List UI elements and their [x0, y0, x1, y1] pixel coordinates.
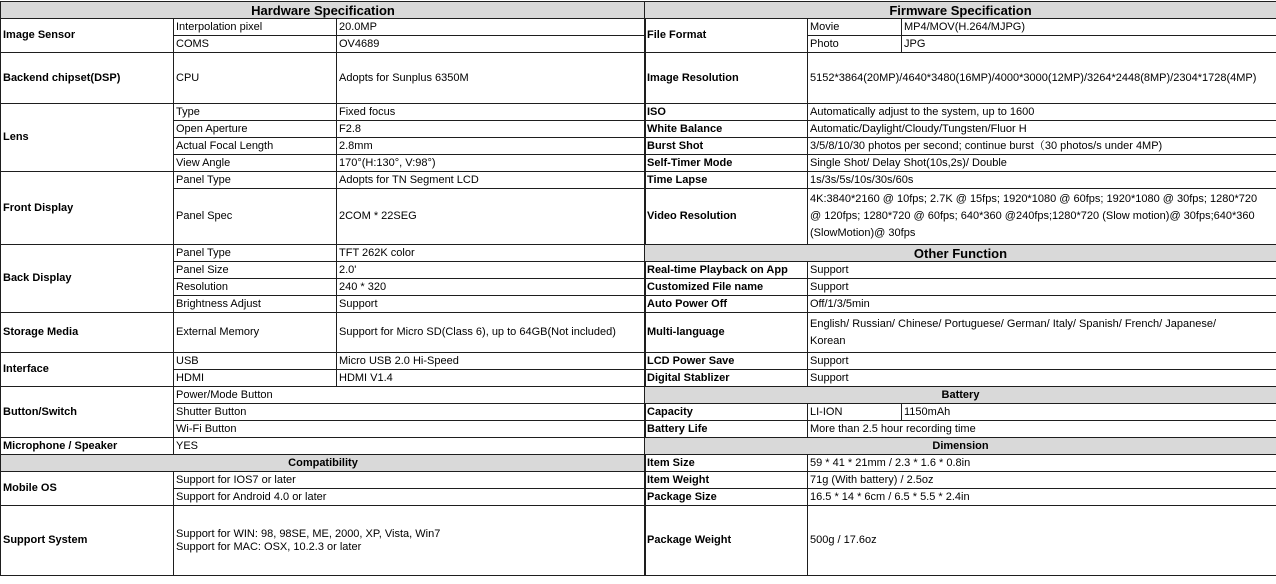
- spec-key: Panel Type: [174, 245, 337, 262]
- spec-value: HDMI V1.4: [337, 370, 646, 387]
- spec-value: [174, 506, 646, 576]
- hardware-spec-table: [0, 1, 646, 576]
- front-display-label: Front Display: [1, 172, 174, 245]
- storage-label: Storage Media: [1, 313, 174, 353]
- spec-key: Panel Size: [174, 262, 337, 279]
- mobile-os-label: Mobile OS: [1, 472, 174, 506]
- spec-value: F2.8: [337, 121, 646, 138]
- microphone-label: Microphone / Speaker: [1, 438, 174, 455]
- spec-value: 16.5 * 14 * 6cm / 6.5 * 5.5 * 2.4in: [808, 489, 1276, 506]
- spec-value: 71g (With battery) / 2.5oz: [808, 472, 1276, 489]
- package-weight-label: Package Weight: [645, 506, 808, 576]
- dsp-label: Backend chipset(DSP): [1, 53, 174, 104]
- spec-key: Photo: [808, 36, 902, 53]
- image-resolution-label: Image Resolution: [645, 53, 808, 104]
- spec-value: JPG: [902, 36, 1276, 53]
- spec-key: Open Aperture: [174, 121, 337, 138]
- video-resolution-label: Video Resolution: [645, 189, 808, 245]
- video-resolution-line: (SlowMotion)@ 30fps: [810, 227, 916, 239]
- spec-value: 170°(H:130°, V:98°): [337, 155, 646, 172]
- capacity-label: Capacity: [645, 404, 808, 421]
- custom-file-name-label: Customized File name: [645, 279, 808, 296]
- spec-value: 3/5/8/10/30 photos per second; continue burst（30 photos/s under 4MP): [808, 138, 1276, 155]
- spec-value: TFT 262K color: [337, 245, 646, 262]
- spec-key: View Angle: [174, 155, 337, 172]
- auto-power-off-label: Auto Power Off: [645, 296, 808, 313]
- compatibility-title: Compatibility: [1, 455, 646, 472]
- spec-value: Fixed focus: [337, 104, 646, 121]
- spec-value: Support: [808, 279, 1276, 296]
- spec-value: Power/Mode Button: [174, 387, 646, 404]
- spec-value: Automatic/Daylight/Cloudy/Tungsten/Fluor H: [808, 121, 1276, 138]
- spec-value: Single Shot/ Delay Shot(10s,2s)/ Double: [808, 155, 1276, 172]
- spec-key: Panel Spec: [174, 189, 337, 245]
- back-display-label: Back Display: [1, 245, 174, 313]
- package-size-label: Package Size: [645, 489, 808, 506]
- spec-value: 2.8mm: [337, 138, 646, 155]
- iso-label: ISO: [645, 104, 808, 121]
- item-size-label: Item Size: [645, 455, 808, 472]
- self-timer-label: Self-Timer Mode: [645, 155, 808, 172]
- file-format-label: File Format: [645, 19, 808, 53]
- spec-key: Brightness Adjust: [174, 296, 337, 313]
- battery-title: Battery: [645, 387, 1276, 404]
- spec-key: Actual Focal Length: [174, 138, 337, 155]
- lcd-power-save-label: LCD Power Save: [645, 353, 808, 370]
- spec-value: Support for IOS7 or later: [174, 472, 646, 489]
- support-mac: Support for MAC: OSX, 10.2.3 or later: [176, 540, 362, 553]
- video-resolution-line: 4K:3840*2160 @ 10fps; 2.7K @ 15fps; 1920*1080 @ 60fps; 1920*1080 @ 30fps; 1280*720: [810, 193, 1258, 205]
- item-weight-label: Item Weight: [645, 472, 808, 489]
- playback-label: Real-time Playback on App: [645, 262, 808, 279]
- support-windows: Support for WIN: 98, 98SE, ME, 2000, XP, Vista, Win7: [176, 527, 441, 540]
- language-line: Korean: [810, 334, 846, 347]
- spec-value: Support for Micro SD(Class 6), up to 64GB(Not included): [337, 313, 646, 353]
- spec-key: Panel Type: [174, 172, 337, 189]
- burst-shot-label: Burst Shot: [645, 138, 808, 155]
- spec-value: Support: [808, 370, 1276, 387]
- language-line: English/ Russian/ Chinese/ Portuguese/ German/ Italy/ Spanish/ French/ Japanese/: [810, 317, 1216, 330]
- spec-value: 2.0': [337, 262, 646, 279]
- spec-value: Adopts for TN Segment LCD: [337, 172, 646, 189]
- spec-key: CPU: [174, 53, 337, 104]
- spec-value: Support: [337, 296, 646, 313]
- spec-value: [808, 189, 1276, 245]
- spec-value: 500g / 17.6oz: [808, 506, 1276, 576]
- spec-value: YES: [174, 438, 646, 455]
- spec-value: 59 * 41 * 21mm / 2.3 * 1.6 * 0.8in: [808, 455, 1276, 472]
- spec-value: Support: [808, 262, 1276, 279]
- spec-value: 5152*3864(20MP)/4640*3480(16MP)/4000*3000(12MP)/3264*2448(8MP)/2304*1728(4MP): [808, 53, 1276, 104]
- spec-key: External Memory: [174, 313, 337, 353]
- spec-value: 240 * 320: [337, 279, 646, 296]
- firmware-spec-table: [644, 1, 1276, 576]
- spec-value: Support: [808, 353, 1276, 370]
- multi-language-label: Multi-language: [645, 313, 808, 353]
- image-sensor-label: Image Sensor: [1, 19, 174, 53]
- spec-value: Support for Android 4.0 or later: [174, 489, 646, 506]
- spec-key: USB: [174, 353, 337, 370]
- spec-value: 20.0MP: [337, 19, 646, 36]
- spec-value: OV4689: [337, 36, 646, 53]
- firmware-spec-title: Firmware Specification: [645, 2, 1276, 19]
- spec-value: More than 2.5 hour recording time: [808, 421, 1276, 438]
- spec-value: 1150mAh: [902, 404, 1276, 421]
- battery-type: LI-ION: [808, 404, 902, 421]
- spec-key: Resolution: [174, 279, 337, 296]
- spec-value: Adopts for Sunplus 6350M: [337, 53, 646, 104]
- spec-value: MP4/MOV(H.264/MJPG): [902, 19, 1276, 36]
- digital-stabilizer-label: Digital Stablizer: [645, 370, 808, 387]
- support-system-label: Support System: [1, 506, 174, 576]
- spec-value: [808, 313, 1276, 353]
- spec-key: COMS: [174, 36, 337, 53]
- spec-key: HDMI: [174, 370, 337, 387]
- time-lapse-label: Time Lapse: [645, 172, 808, 189]
- spec-value: 1s/3s/5s/10s/30s/60s: [808, 172, 1276, 189]
- spec-value: 2COM * 22SEG: [337, 189, 646, 245]
- spec-key: Type: [174, 104, 337, 121]
- interface-label: Interface: [1, 353, 174, 387]
- spec-value: Automatically adjust to the system, up to 1600: [808, 104, 1276, 121]
- other-function-title: Other Function: [645, 245, 1276, 262]
- video-resolution-line: @ 120fps; 1280*720 @ 60fps; 640*360 @240fps;1280*720 (Slow motion)@ 30fps;640*360: [810, 210, 1255, 222]
- hardware-spec-title: Hardware Specification: [1, 2, 646, 19]
- spec-value: Off/1/3/5min: [808, 296, 1276, 313]
- spec-value: Shutter Button: [174, 404, 646, 421]
- white-balance-label: White Balance: [645, 121, 808, 138]
- spec-value: Micro USB 2.0 Hi-Speed: [337, 353, 646, 370]
- spec-key: Interpolation pixel: [174, 19, 337, 36]
- lens-label: Lens: [1, 104, 174, 172]
- battery-life-label: Battery Life: [645, 421, 808, 438]
- spec-key: Movie: [808, 19, 902, 36]
- spec-value: Wi-Fi Button: [174, 421, 646, 438]
- dimension-title: Dimension: [645, 438, 1276, 455]
- button-switch-label: Button/Switch: [1, 387, 174, 438]
